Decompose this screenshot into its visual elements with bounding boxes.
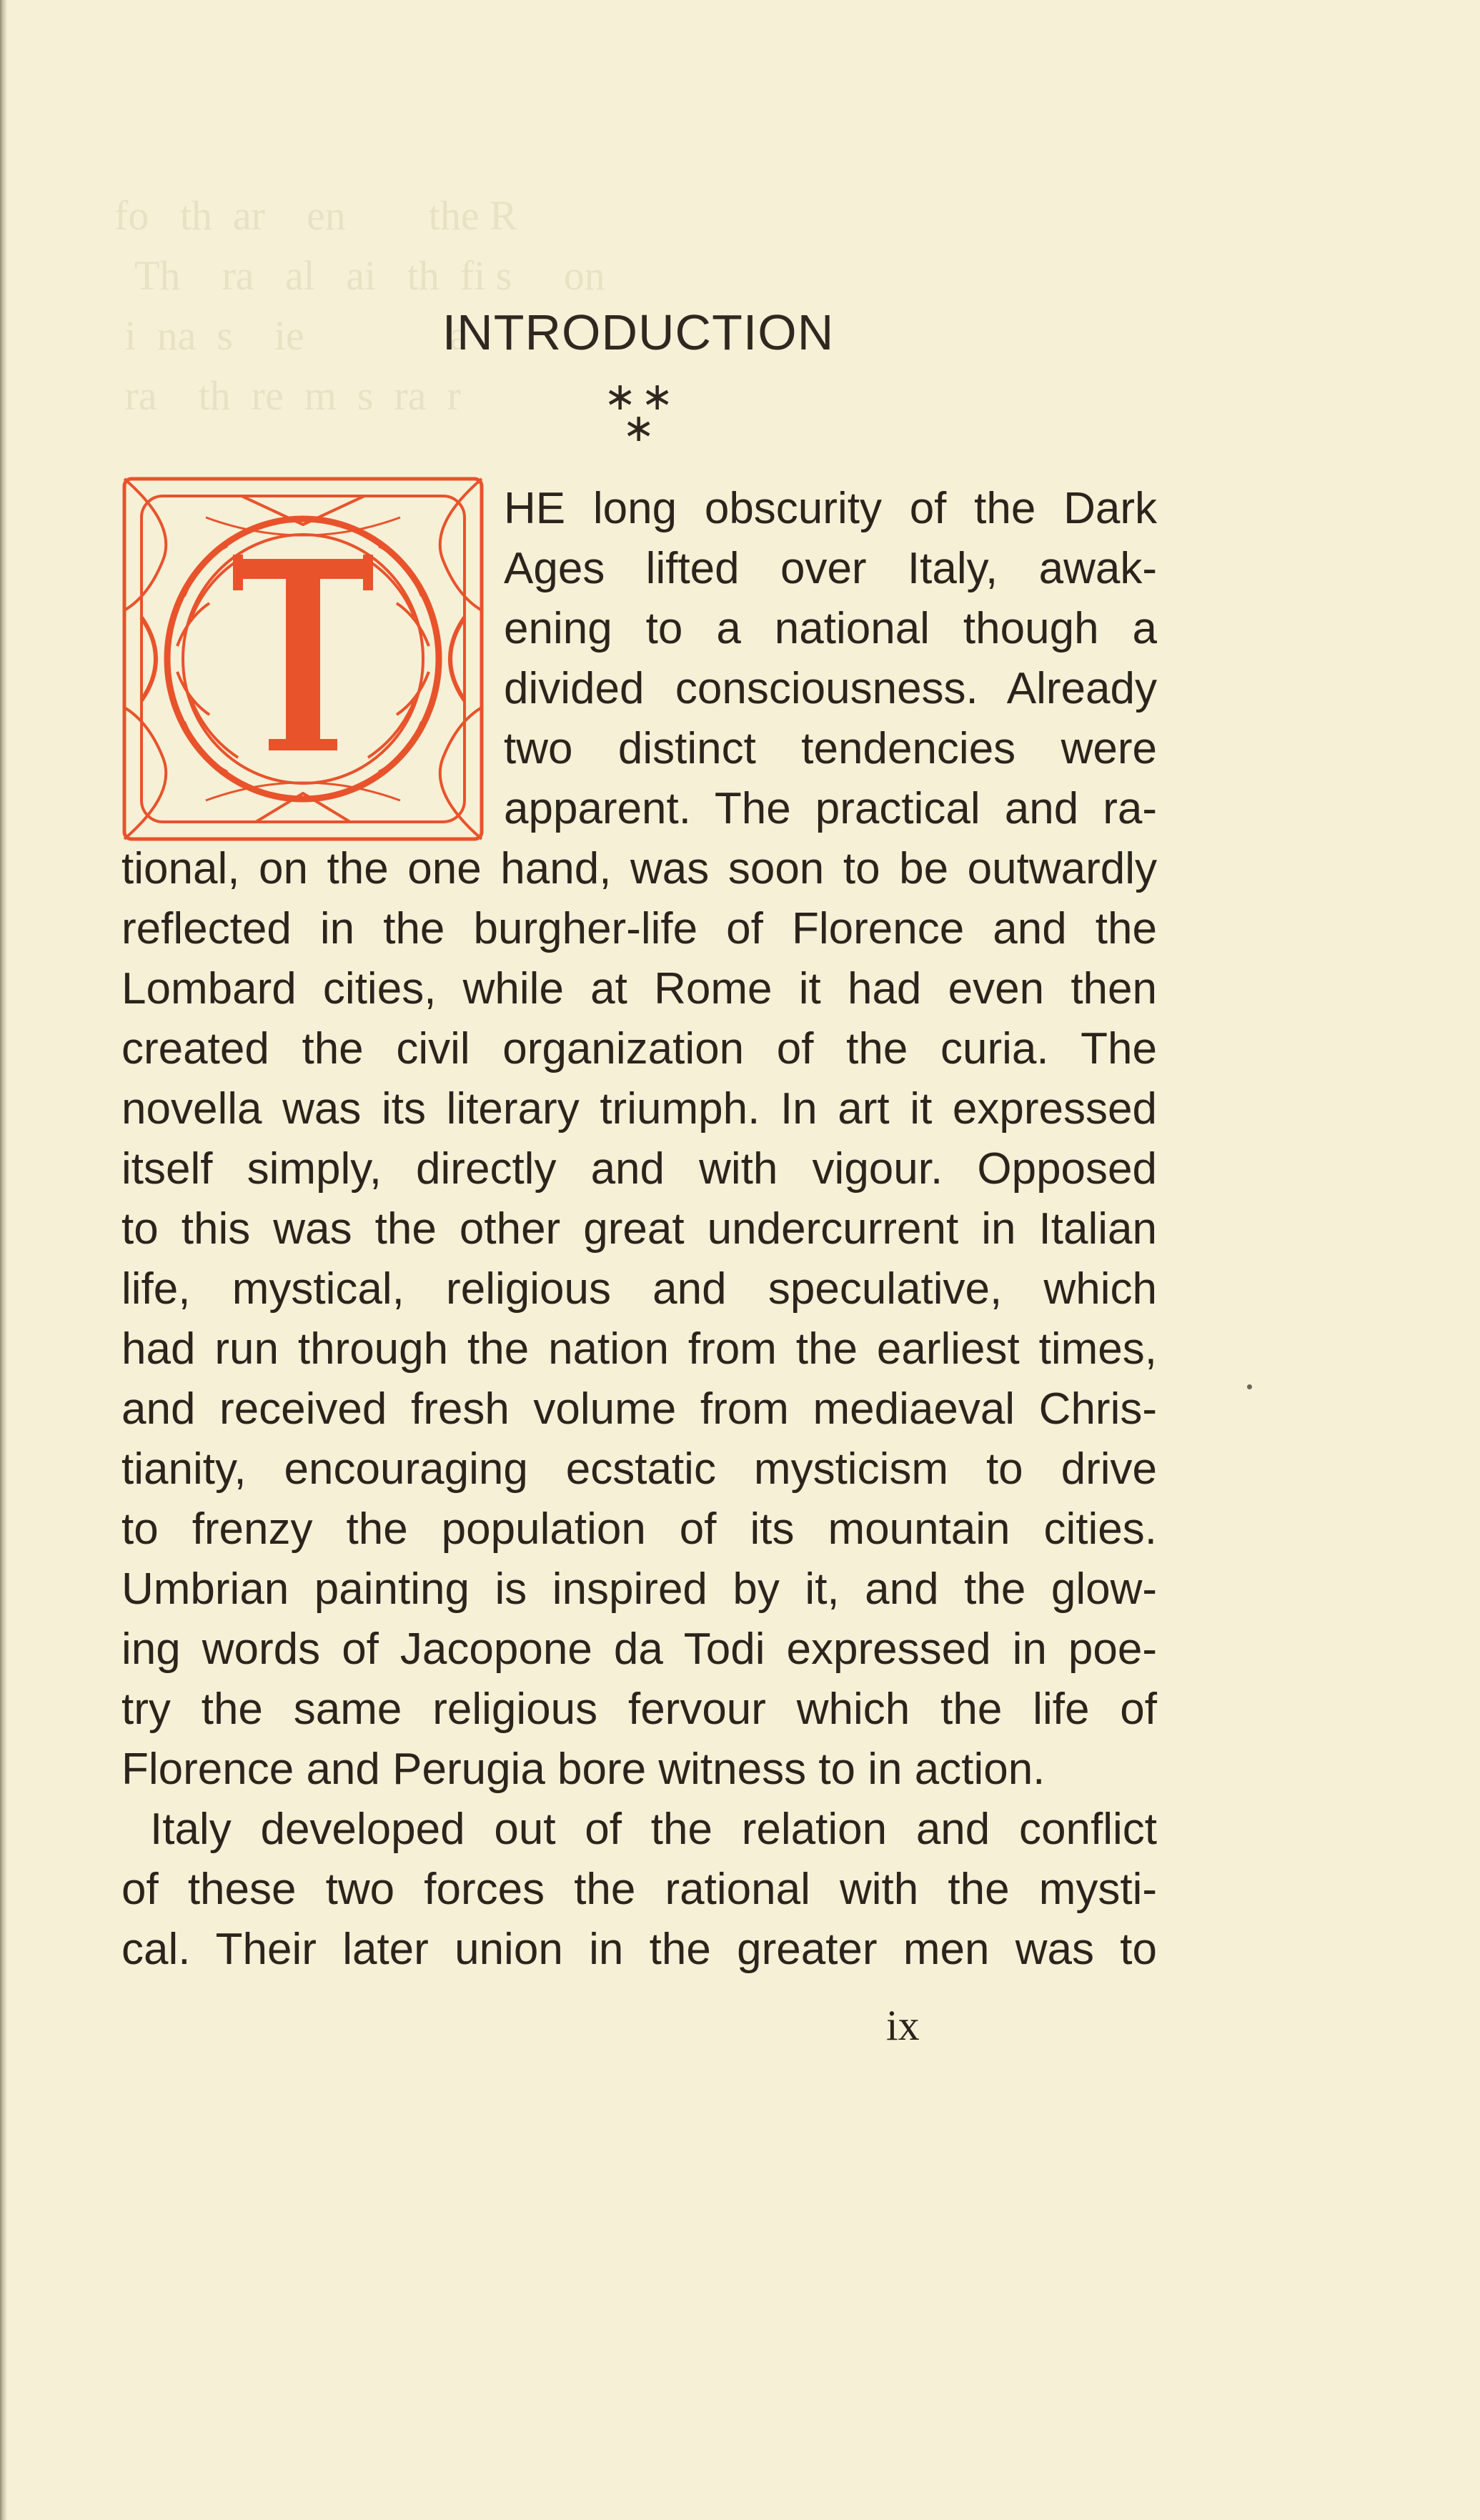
- show-through-text: fo th ar en the R Th ra al ai th fi s on i na s ie a ra th re m s ra r: [114, 192, 605, 419]
- asterism-ornament: ∗ ∗ ∗: [604, 374, 674, 450]
- text-line: and received fresh volume from mediaeval Chris-: [121, 1384, 1157, 1434]
- drop-cap-letter: T: [120, 464, 128, 477]
- text-line: Lombard cities, while at Rome it had even then: [121, 964, 1157, 1013]
- text-line: itself simply, directly and with vigour. Opposed: [121, 1144, 1157, 1194]
- paper-speck: [1247, 1384, 1252, 1389]
- text-line: to this was the other great undercurrent in Italian: [121, 1204, 1157, 1254]
- text-line: created the civil organization of the curia. The: [121, 1024, 1157, 1073]
- text-line: two distinct tendencies were: [504, 724, 1157, 773]
- text-line: tianity, encouraging ecstatic mysticism to drive: [121, 1444, 1157, 1494]
- text-line: had run through the nation from the earliest times,: [121, 1324, 1157, 1374]
- drop-cap-t-ornament: [120, 464, 486, 843]
- text-line: ing words of Jacopone da Todi expressed in poe-: [121, 1624, 1157, 1674]
- text-line: apparent. The practical and ra-: [504, 784, 1157, 833]
- text-line: novella was its literary triumph. In art it expressed: [121, 1084, 1157, 1133]
- text-line: ening to a national though a: [504, 604, 1157, 653]
- text-line: to frenzy the population of its mountain cities.: [121, 1504, 1157, 1554]
- text-line: try the same religious fervour which the life of: [121, 1685, 1157, 1734]
- text-line: HE long obscurity of the Dark: [504, 484, 1157, 533]
- text-line: Italy developed out of the relation and conflict: [150, 1805, 1157, 1854]
- page-edge: [0, 0, 7, 2520]
- text-line: reflected in the burgher-life of Florence and the: [121, 904, 1157, 953]
- text-line: cal. Their later union in the greater men was to: [121, 1925, 1157, 1974]
- text-line: divided consciousness. Already: [504, 664, 1157, 713]
- text-line: Florence and Perugia bore witness to in action.: [121, 1745, 1046, 1794]
- text-line: life, mystical, religious and speculative, which: [121, 1264, 1157, 1314]
- text-line: Umbrian painting is inspired by it, and the glow-: [121, 1564, 1157, 1614]
- page-title: INTRODUCTION: [442, 304, 835, 360]
- page-number: ix: [886, 2002, 920, 2049]
- text-line: tional, on the one hand, was soon to be outwardly: [121, 844, 1157, 893]
- text-line: of these two forces the rational with the mysti-: [121, 1865, 1157, 1914]
- text-line: Ages lifted over Italy, awak-: [504, 544, 1157, 593]
